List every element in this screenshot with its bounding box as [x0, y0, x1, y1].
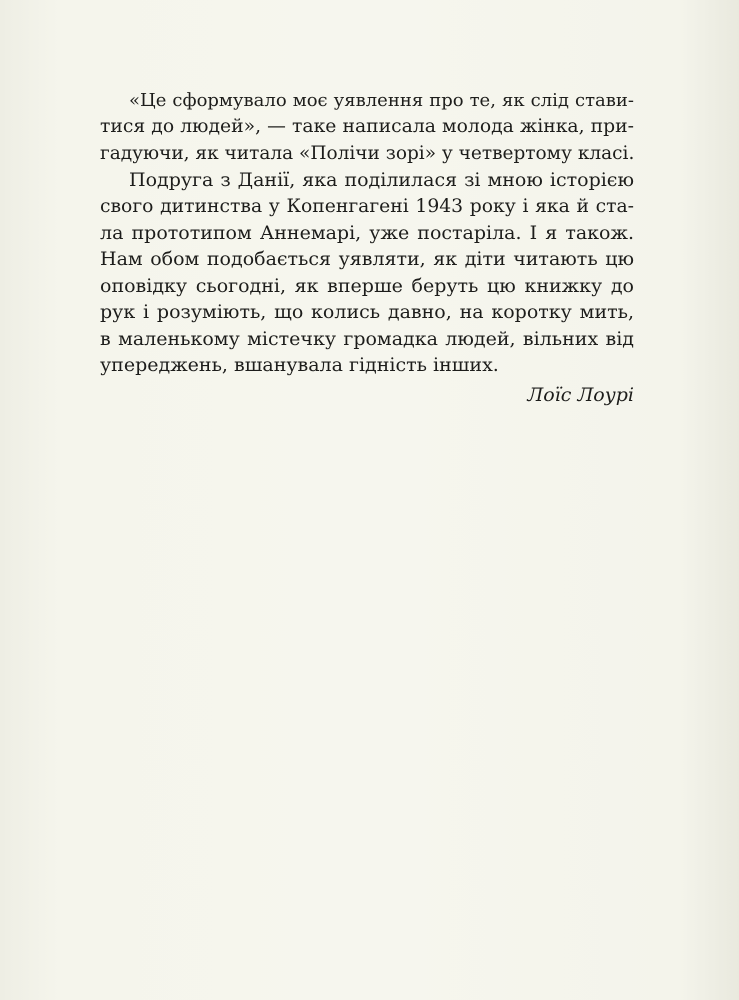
- afterword-text: [100, 88, 634, 378]
- text-line: оповідку сьогодні, як вперше беруть цю книжку до: [100, 274, 634, 297]
- text-line: Нам обом подобається уявляти, як діти читають цю: [100, 248, 634, 271]
- text-line: Подруга з Данії, яка поділилася зі мною історією: [129, 169, 634, 192]
- author-signature: Лоїс Лоурі: [527, 384, 634, 406]
- text-line: свого дитинства у Копенгагені 1943 року і яка й ста-: [100, 195, 634, 217]
- text-line: тися до людей», — таке написала молода жінка, при-: [100, 116, 634, 138]
- paragraph-1: [100, 88, 634, 167]
- text-line: упереджень, вшанувала гідність інших.: [100, 353, 499, 376]
- text-line: ла прототипом Аннемарі, уже постаріла. І я також.: [100, 221, 634, 244]
- text-line: гадуючи, як читала «Полічи зорі» у четвертому класі.: [100, 142, 635, 164]
- text-line: «Це сформувало моє уявлення про те, як слід стави-: [129, 90, 634, 111]
- paragraph-2: [100, 167, 634, 378]
- text-line: в маленькому містечку громадка людей, вільних від: [100, 327, 634, 350]
- text-line: рук і розуміють, що колись давно, на коротку мить,: [100, 301, 634, 324]
